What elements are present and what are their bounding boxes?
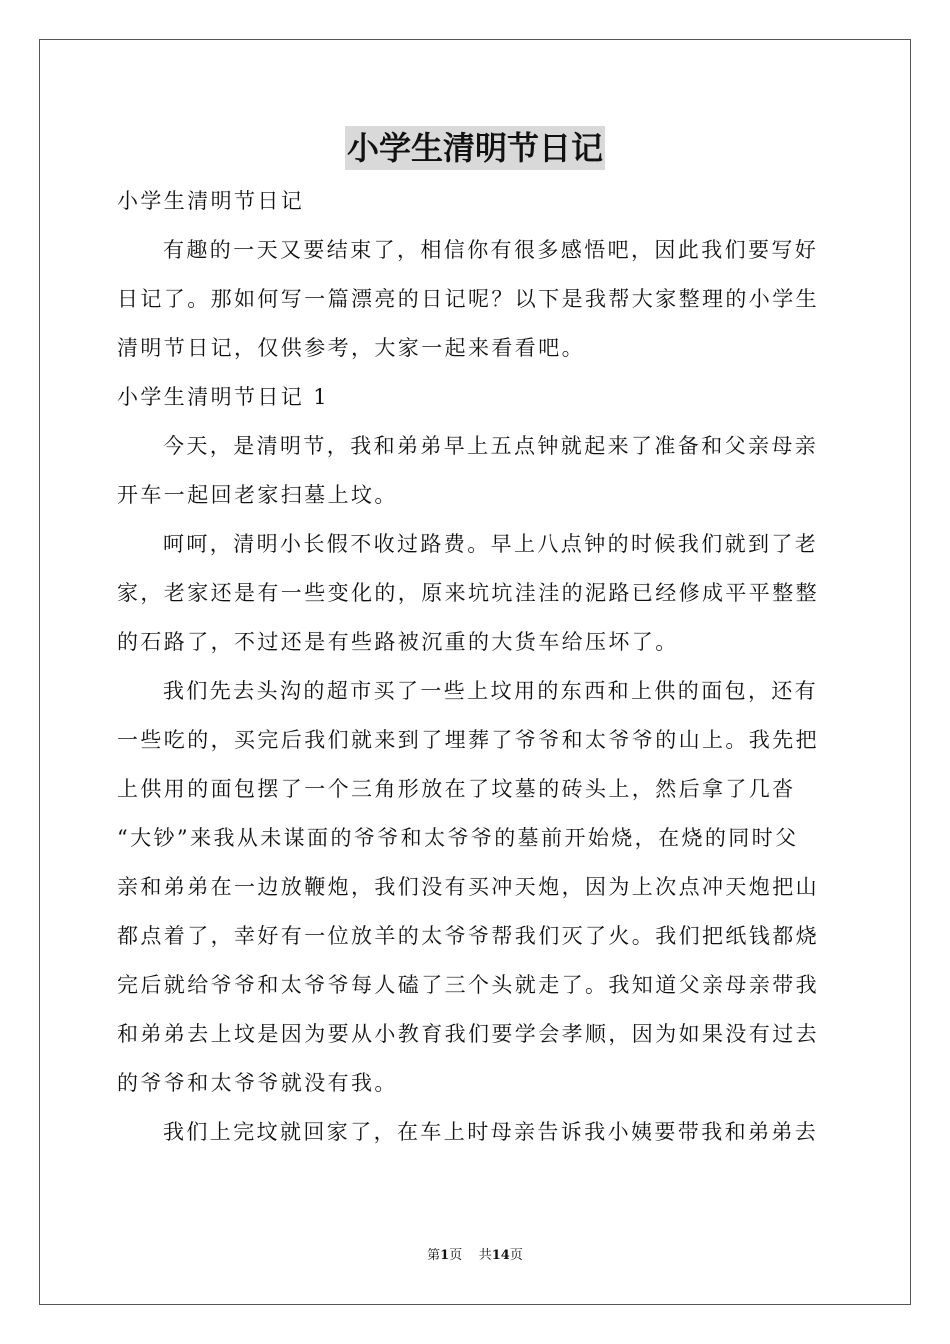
text-line: 一些吃的，买完后我们就来到了埋葬了爷爷和太爷爷的山上。我先把 (117, 728, 819, 752)
text-line: 我们上完坟就回家了，在车上时母亲告诉我小姨要带我和弟弟去 (163, 1120, 819, 1144)
footer-total-suffix: 页 (509, 1248, 523, 1263)
text-line: 呵呵，清明小长假不收过路费。早上八点钟的时候我们就到了老 (163, 532, 819, 556)
text-line: 日记了。那如何写一篇漂亮的日记呢？以下是我帮大家整理的小学生 (117, 287, 819, 311)
text-line: 和弟弟去上坟是因为要从小教育我们要学会孝顺，因为如果没有过去 (117, 1022, 819, 1046)
footer-page-number: 1 (440, 1248, 450, 1263)
text-line: 的石路了，不过还是有些路被沉重的大货车给压坏了。 (117, 630, 679, 654)
footer-total-prefix: 共 (478, 1248, 492, 1263)
text-line: 我们先去头沟的超市买了一些上坟用的东西和上供的面包，还有 (163, 679, 819, 703)
text-line: 小学生清明节日记 (117, 189, 305, 213)
title-container (0, 126, 950, 170)
footer-page-prefix: 第 (427, 1248, 441, 1263)
text-line: 完后就给爷爷和太爷爷每人磕了三个头就走了。我知道父亲母亲带我 (117, 973, 819, 997)
page-footer (0, 1247, 950, 1265)
text-line: 上供用的面包摆了一个三角形放在了坟墓的砖头上，然后拿了几沓 (117, 777, 796, 801)
text-line: 开车一起回老家扫墓上坟。 (117, 483, 398, 507)
text-line: 小学生清明节日记 1 (117, 385, 330, 409)
text-line: 亲和弟弟在一边放鞭炮，我们没有买冲天炮，因为上次点冲天炮把山 (117, 875, 819, 899)
text-line: 有趣的一天又要结束了，相信你有很多感悟吧，因此我们要写好 (163, 238, 819, 262)
text-line: 家，老家还是有一些变化的，原来坑坑洼洼的泥路已经修成平平整整 (117, 581, 819, 605)
footer-page-suffix: 页 (449, 1248, 463, 1263)
text-line: 今天，是清明节，我和弟弟早上五点钟就起来了准备和父亲母亲 (163, 434, 819, 458)
text-line: 的爷爷和太爷爷就没有我。 (117, 1071, 398, 1095)
document-title: 小学生清明节日记 (345, 126, 605, 170)
text-line: 都点着了，幸好有一位放羊的太爷爷帮我们灭了火。我们把纸钱都烧 (117, 924, 819, 948)
footer-total-pages: 14 (491, 1248, 510, 1263)
document-body (117, 177, 833, 1157)
text-line: “大钞”来我从未谋面的爷爷和太爷爷的墓前开始烧，在烧的同时父 (117, 826, 799, 850)
text-line: 清明节日记，仅供参考，大家一起来看看吧。 (117, 336, 585, 360)
